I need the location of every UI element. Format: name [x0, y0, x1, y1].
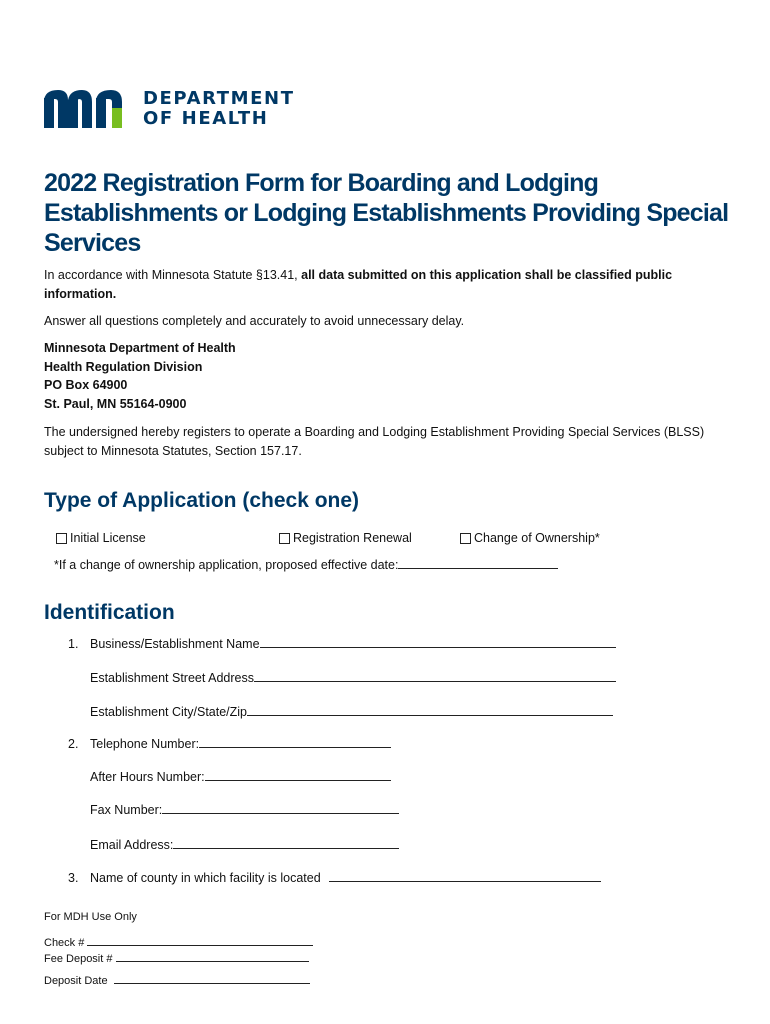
- street-address-row: [68, 669, 616, 686]
- mdh-use-heading: For MDH Use Only: [44, 911, 137, 923]
- page-title: 2022 Registration Form for Boarding and Lodging Establishments or Lodging Establishments Providing Special Services: [44, 169, 729, 257]
- checkbox-initial-license[interactable]: [56, 533, 67, 544]
- after-hours-row: [68, 768, 391, 785]
- org-line-2: OF HEALTH: [143, 108, 269, 129]
- county-label: Name of county in which facility is located: [90, 871, 321, 885]
- effective-date-row: [54, 556, 558, 573]
- fee-deposit-label: Fee Deposit #: [44, 953, 113, 965]
- telephone-label: Telephone Number:: [90, 737, 200, 751]
- option-label: Change of Ownership*: [474, 531, 600, 545]
- business-name-label: Business/Establishment Name: [90, 637, 260, 651]
- instructions-text: Answer all questions completely and accurately to avoid unnecessary delay.: [44, 314, 465, 328]
- address-line: PO Box 64900: [44, 378, 128, 392]
- fax-row: [68, 801, 399, 818]
- street-address-label: Establishment Street Address: [90, 671, 254, 685]
- email-label: Email Address:: [90, 838, 174, 852]
- option-change-of-ownership[interactable]: [460, 530, 600, 546]
- checkbox-change-of-ownership[interactable]: [460, 533, 471, 544]
- deposit-date-input[interactable]: [114, 973, 310, 984]
- business-name-input[interactable]: [260, 635, 616, 648]
- business-name-row: 1. Business/Establishment Name: [68, 635, 616, 652]
- mdh-address: [44, 339, 236, 413]
- after-hours-label: After Hours Number:: [90, 770, 205, 784]
- street-address-input[interactable]: [254, 669, 616, 682]
- deposit-date-row: [44, 973, 310, 988]
- address-line: St. Paul, MN 55164-0900: [44, 396, 187, 411]
- option-registration-renewal[interactable]: [279, 530, 412, 546]
- mn-logo-icon: [44, 88, 132, 130]
- fax-label: Fax Number:: [90, 803, 163, 817]
- check-number-label: Check #: [44, 937, 85, 949]
- fee-deposit-row: [44, 951, 309, 966]
- address-line: Health Regulation Division: [44, 359, 203, 374]
- declaration-text: The undersigned hereby registers to operate a Boarding and Lodging Establishment Providing Special Services (BLSS) subject to Minnesota Statutes, Section 157.17.: [44, 425, 705, 458]
- effective-date-input[interactable]: [398, 556, 558, 569]
- application-type-heading: Type of Application (check one): [44, 489, 360, 512]
- department-of-health-wordmark: [143, 89, 295, 129]
- telephone-input[interactable]: [199, 735, 391, 748]
- statute-prefix: In accordance with Minnesota Statute §13.41,: [44, 268, 298, 282]
- address-line: Minnesota Department of Health: [44, 341, 236, 355]
- county-row: 3. Name of county in which facility is located: [68, 869, 601, 886]
- check-number-row: [44, 935, 313, 950]
- county-input[interactable]: [329, 869, 601, 882]
- option-label: Initial License: [70, 531, 146, 545]
- identification-heading: Identification: [44, 601, 175, 624]
- deposit-date-label: Deposit Date: [44, 975, 108, 987]
- statute-bold: all data submitted on this application shall be classified public information.: [44, 268, 673, 301]
- fax-input[interactable]: [162, 801, 399, 814]
- fee-deposit-input[interactable]: [116, 951, 309, 962]
- option-label: Registration Renewal: [293, 531, 412, 545]
- city-state-zip-row: [68, 703, 613, 720]
- email-row: [68, 836, 399, 853]
- check-number-input[interactable]: [87, 935, 313, 946]
- checkbox-registration-renewal[interactable]: [279, 533, 290, 544]
- after-hours-input[interactable]: [205, 768, 391, 781]
- effective-date-label: *If a change of ownership application, proposed effective date:: [54, 558, 399, 572]
- statute-notice: [44, 266, 734, 304]
- city-state-zip-input[interactable]: [247, 703, 613, 716]
- telephone-row: 2. Telephone Number:: [68, 735, 391, 752]
- city-state-zip-label: Establishment City/State/Zip: [90, 705, 248, 719]
- option-initial-license[interactable]: [56, 530, 146, 546]
- email-input[interactable]: [173, 836, 399, 849]
- org-line-1: DEPARTMENT: [143, 88, 295, 109]
